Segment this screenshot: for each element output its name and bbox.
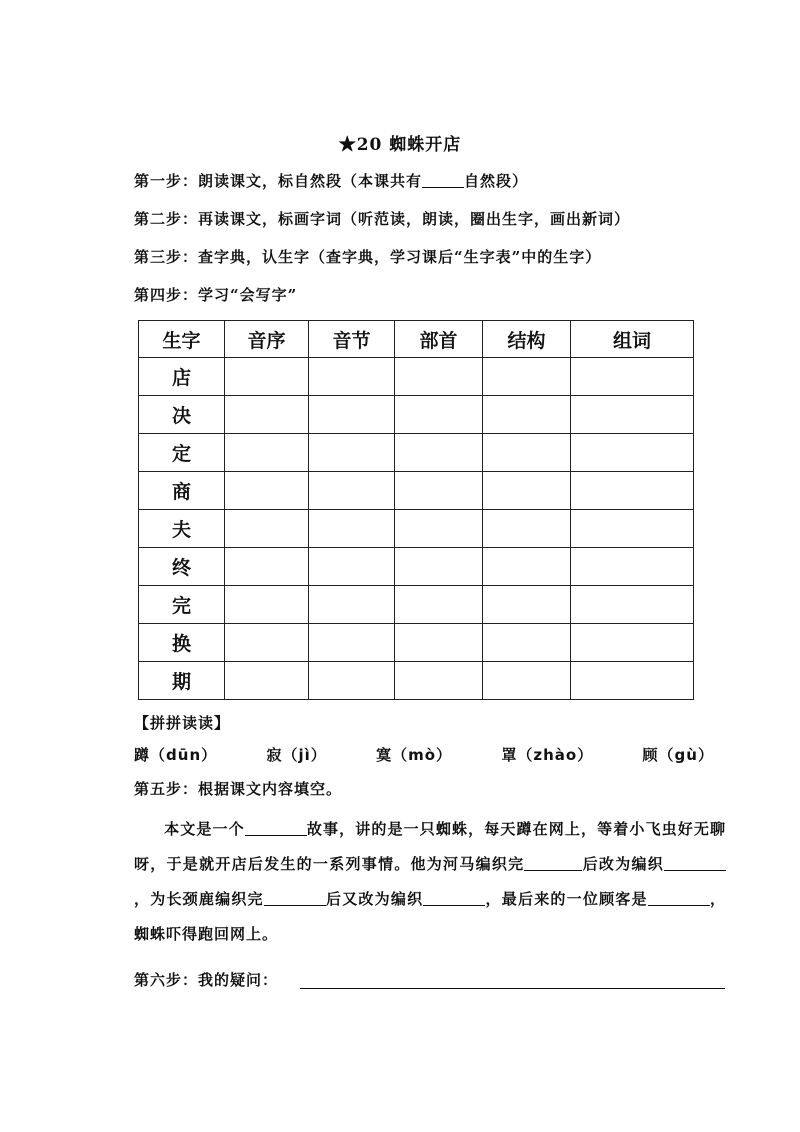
header-words: 组词 [571,321,694,358]
blank-cell[interactable] [571,586,694,624]
blank-cell[interactable] [571,358,694,396]
blank-cell[interactable] [309,358,395,396]
fill-blank[interactable] [423,890,485,906]
char-cell: 完 [139,586,225,624]
fill-blank[interactable] [245,820,307,836]
blank-cell[interactable] [483,434,571,472]
blank-cell[interactable] [225,472,309,510]
blank-cell[interactable] [395,396,483,434]
blank-cell[interactable] [309,472,395,510]
step-1-text: 第一步：朗读课文，标自然段（本课共有 [134,172,423,190]
question-answer-line[interactable] [300,988,725,989]
step-4: 第四步：学习“会写字” [134,286,298,304]
char-cell: 商 [139,472,225,510]
blank-cell[interactable] [571,510,694,548]
char-cell: 决 [139,396,225,434]
pinyin-item: 罩（zhào） [501,746,594,764]
blank-cell[interactable] [395,358,483,396]
blank-cell[interactable] [395,662,483,700]
para-text: 本文是一个 [164,820,245,838]
blank-cell[interactable] [225,624,309,662]
blank-cell[interactable] [225,548,309,586]
para-text: ，最后来的一位顾客是 [485,890,648,908]
blank-cell[interactable] [395,624,483,662]
blank-cell[interactable] [225,662,309,700]
table-row [139,510,694,548]
pinyin-char: 寂 [266,746,283,764]
blank-cell[interactable] [309,434,395,472]
blank-cell[interactable] [395,472,483,510]
blank-cell[interactable] [571,624,694,662]
table-row [139,662,694,700]
blank-cell[interactable] [571,434,694,472]
table-row [139,358,694,396]
blank-cell[interactable] [483,472,571,510]
blank-cell[interactable] [483,586,571,624]
blank-cell[interactable] [483,548,571,586]
pinyin-item: 蹲（dūn） [134,746,218,764]
char-cell: 定 [139,434,225,472]
blank-cell[interactable] [309,586,395,624]
fill-blank[interactable] [648,890,710,906]
pinyin-char: 寞 [376,746,393,764]
table-row [139,396,694,434]
blank-cell[interactable] [395,510,483,548]
fill-blank[interactable] [664,855,726,871]
step-1 [134,170,528,191]
table-row [139,586,694,624]
blank-cell[interactable] [483,624,571,662]
blank-cell[interactable] [483,396,571,434]
para-text: ，为长颈鹿编织完 [134,890,264,908]
char-cell: 夫 [139,510,225,548]
blank-cell[interactable] [225,396,309,434]
header-radical: 部首 [395,321,483,358]
header-syllable: 音节 [309,321,395,358]
pinyin-heading: 【拼拼读读】 [134,714,231,732]
blank-cell[interactable] [309,624,395,662]
pinyin-char: 罩 [501,746,518,764]
blank-cell[interactable] [571,472,694,510]
pinyin-text: jì [298,746,311,764]
blank-cell[interactable] [571,396,694,434]
table-row [139,434,694,472]
blank-cell[interactable] [571,662,694,700]
blank-cell[interactable] [395,434,483,472]
blank-cell[interactable] [483,662,571,700]
blank-cell[interactable] [309,548,395,586]
char-cell: 店 [139,358,225,396]
blank-cell[interactable] [483,510,571,548]
blank-cell[interactable] [395,586,483,624]
lesson-title: ★20 蜘蛛开店 [338,135,462,155]
step-5-label: 第五步：根据课文内容填空。 [134,780,343,798]
pinyin-text: zhào [533,746,578,764]
blank-cell[interactable] [225,434,309,472]
pinyin-item: 寂（jì） [266,746,327,764]
blank-cell[interactable] [571,548,694,586]
table-row [139,472,694,510]
para-text: 故事，讲的是一只蜘蛛，每天蹲在网上，等着小飞虫好无聊呀，于是就开店后发生的一系列事情。他为河马编织完 [134,820,726,873]
fill-blank[interactable] [264,890,326,906]
blank-cell[interactable] [309,396,395,434]
character-table [138,320,694,700]
step-2: 第二步：再读课文，标画字词（听范读，朗读，圈出生字，画出新词） [134,210,631,228]
para-text: ，蜘蛛吓得跑回网上。 [134,890,726,943]
pinyin-item: 顾（gù） [642,746,714,764]
paragraph-count-blank[interactable] [422,172,464,188]
blank-cell[interactable] [483,358,571,396]
pinyin-text: gù [674,746,698,764]
step-1-text-end: 自然段） [464,172,529,190]
pinyin-list [134,744,714,765]
pinyin-text: mò [408,746,437,764]
blank-cell[interactable] [395,548,483,586]
header-structure: 结构 [483,321,571,358]
blank-cell[interactable] [309,662,395,700]
para-text: 后又改为编织 [325,890,424,908]
pinyin-char: 蹲 [134,746,151,764]
blank-cell[interactable] [225,510,309,548]
char-cell: 换 [139,624,225,662]
char-cell: 期 [139,662,225,700]
char-cell: 终 [139,548,225,586]
step-5-paragraph [134,812,726,952]
table-row [139,548,694,586]
header-initial: 音序 [225,321,309,358]
blank-cell[interactable] [225,358,309,396]
blank-cell[interactable] [225,586,309,624]
fill-blank[interactable] [524,855,582,871]
header-char: 生字 [139,321,225,358]
para-text: 后改为编织 [582,855,664,873]
blank-cell[interactable] [309,510,395,548]
pinyin-char: 顾 [642,746,659,764]
table-header-row [139,321,694,358]
pinyin-item: 寞（mò） [376,746,453,764]
table-row [139,624,694,662]
step-3: 第三步：查字典，认生字（查字典，学习课后“生字表”中的生字） [134,248,602,266]
step-6-label: 第六步：我的疑问： [134,971,279,989]
pinyin-text: dūn [166,746,202,764]
